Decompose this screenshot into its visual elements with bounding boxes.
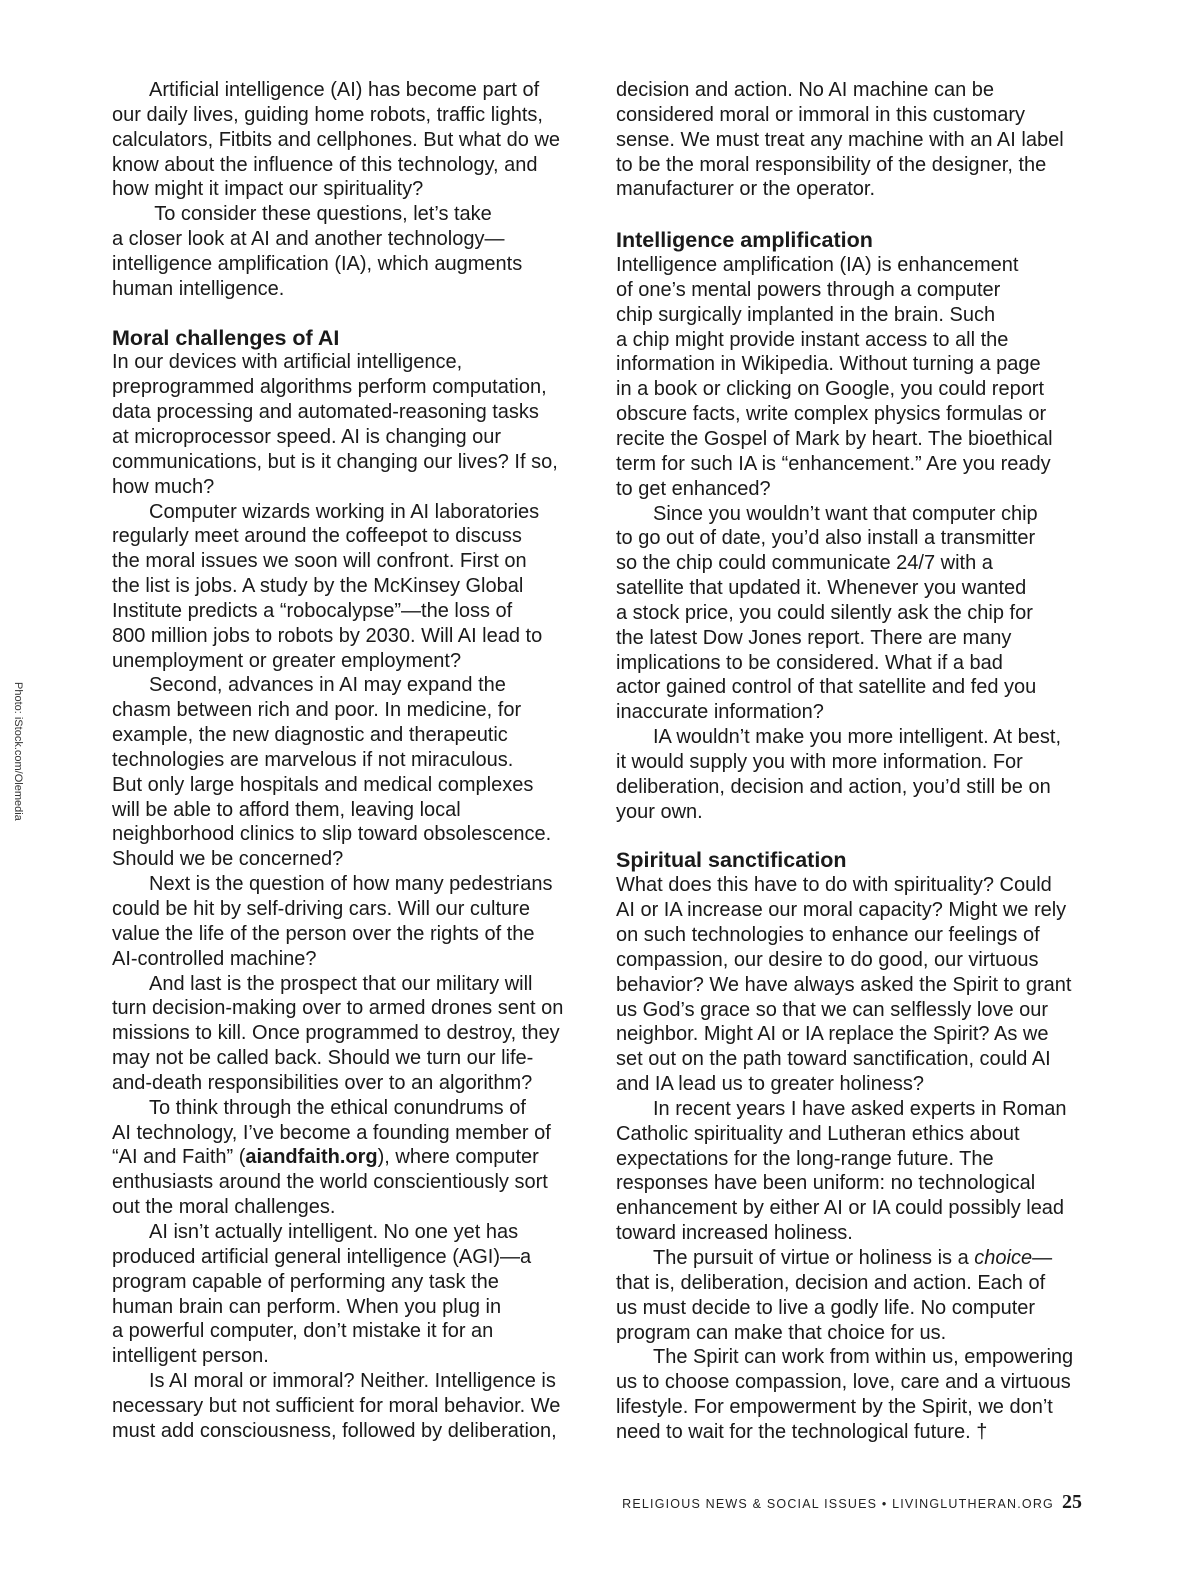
paragraph-line: it would supply you with more information. For [616, 750, 1023, 773]
paragraph-line: enthusiasts around the world conscientiously sort [112, 1171, 548, 1194]
link-line-before: “AI and Faith” ( [112, 1146, 246, 1169]
paragraph-line: to get enhanced? [616, 477, 771, 500]
paragraph-line: enhancement by either AI or IA could possibly lead [616, 1197, 1065, 1220]
paragraph-line: sense. We must treat any machine with an AI label [616, 128, 1064, 151]
paragraph-line: and-death responsibilities over to an algorithm? [112, 1071, 533, 1094]
paragraph-line: example, the new diagnostic and therapeutic [112, 724, 508, 747]
paragraph-line: may not be called back. Should we turn our life- [112, 1047, 534, 1070]
paragraph-line: AI isn’t actually intelligent. No one yet has [149, 1220, 519, 1243]
paragraph-line: inaccurate information? [616, 701, 824, 724]
page-footer [622, 1491, 1082, 1517]
paragraph-line: on such technologies to enhance our feelings of [616, 924, 1040, 946]
paragraph-line: need to wait for the technological future. † [616, 1420, 988, 1443]
paragraph-line: chip surgically implanted in the brain. Such [616, 303, 996, 326]
paragraph-line: Second, advances in AI may expand the [149, 674, 506, 697]
paragraph-line: Catholic spirituality and Lutheran ethics about [616, 1122, 1020, 1145]
paragraph-line: in a book or clicking on Google, you could report [616, 378, 1045, 401]
paragraph-line: and IA lead us to greater holiness? [616, 1073, 924, 1096]
paragraph-line: neighbor. Might AI or IA replace the Spirit? As we [616, 1023, 1049, 1046]
paragraph-line: information in Wikipedia. Without turning a page [616, 353, 1041, 376]
paragraph-line: a chip might provide instant access to all the [616, 328, 1009, 351]
paragraph-line: how might it impact our spirituality? [112, 178, 424, 201]
paragraph-line: compassion, our desire to do good, our virtuous [616, 948, 1039, 971]
paragraph-line: calculators, Fitbits and cellphones. But what do we [112, 128, 561, 151]
paragraph-line: missions to kill. Once programmed to destroy, they [112, 1022, 560, 1045]
paragraph-line: produced artificial general intelligence (AGI)—a [112, 1245, 532, 1268]
choice-line-before: The pursuit of virtue or holiness is a [653, 1246, 975, 1269]
paragraph-line: data processing and automated-reasoning tasks [112, 401, 539, 424]
paragraph-line: a closer look at AI and another technology— [112, 228, 505, 251]
paragraph-line: Artificial intelligence (AI) has become part of [149, 79, 540, 101]
left-column [112, 78, 582, 1444]
paragraph-line: considered moral or immoral in this customary [616, 103, 1026, 126]
paragraph-line: program capable of performing any task the [112, 1270, 499, 1293]
paragraph-line: Institute predicts a “robocalypse”—the loss of [112, 599, 513, 622]
paragraph-line: neighborhood clinics to slip toward obsolescence. [112, 823, 552, 846]
paragraph-line: know about the influence of this technology, and [112, 153, 538, 176]
paragraph-line: us God’s grace so that we can selflessly love our [616, 998, 1049, 1021]
paragraph-line: Is AI moral or immoral? Neither. Intelligence is [149, 1370, 556, 1393]
footer-text: RELIGIOUS NEWS & SOCIAL ISSUES • LIVINGLUTHERAN.ORG [622, 1497, 1054, 1511]
paragraph-line: so the chip could communicate 24/7 with a [616, 552, 993, 575]
paragraph-line: Should we be concerned? [112, 848, 344, 871]
paragraph-line: out the moral challenges. [112, 1196, 336, 1219]
paragraph-line: Next is the question of how many pedestrians [149, 873, 553, 896]
section-heading-intelligence-amplification: Intelligence amplification [616, 228, 873, 253]
paragraph-line: the latest Dow Jones report. There are many [616, 626, 1012, 649]
paragraph-line: AI-controlled machine? [112, 947, 317, 970]
paragraph-line: But only large hospitals and medical complexes [112, 773, 534, 796]
paragraph-line: In recent years I have asked experts in Roman [653, 1097, 1067, 1120]
photo-credit: Photo: iStock.com/Olemedia [12, 682, 24, 821]
paragraph-line: term for such IA is “enhancement.” Are you ready [616, 452, 1051, 475]
paragraph-line: technologies are marvelous if not miraculous. [112, 748, 514, 771]
paragraph-line: Computer wizards working in AI laboratories [149, 500, 540, 523]
paragraph-line: us must decide to live a godly life. No computer [616, 1296, 1036, 1319]
paragraph-line: What does this have to do with spirituality? Could [616, 874, 1052, 897]
paragraph-line: must add consciousness, followed by deliberation, [112, 1419, 557, 1442]
paragraph-line: expectations for the long-range future. The [616, 1147, 994, 1170]
paragraph-line: obscure facts, write complex physics formulas or [616, 403, 1047, 426]
paragraph-line: how much? [112, 475, 215, 498]
choice-emphasis: choice [974, 1246, 1033, 1269]
paragraph-line: And last is the prospect that our military will [149, 972, 533, 995]
paragraph-line: to go out of date, you’d also install a transmitter [616, 527, 1036, 550]
link-line-after: ), where computer [377, 1146, 539, 1169]
paragraph-line: human intelligence. [112, 277, 285, 300]
aiandfaith-link[interactable]: aiandfaith.org [245, 1146, 378, 1169]
paragraph-line: The Spirit can work from within us, empowering [653, 1346, 1074, 1369]
paragraph-line: To consider these questions, let’s take [149, 203, 492, 226]
page-number: 25 [1062, 1491, 1082, 1513]
paragraph-line: the list is jobs. A study by the McKinsey Global [112, 575, 524, 598]
paragraph-line: Intelligence amplification (IA) is enhancement [616, 254, 1019, 277]
paragraph-line: decision and action. No AI machine can be [616, 79, 995, 101]
paragraph-line: recite the Gospel of Mark by heart. The bioethical [616, 427, 1053, 450]
paragraph-line: AI or IA increase our moral capacity? Might we rely [616, 899, 1067, 922]
paragraph-line: intelligence amplification (IA), which augments [112, 252, 523, 275]
paragraph-line: In our devices with artificial intelligence, [112, 351, 463, 374]
paragraph-line: AI technology, I’ve become a founding member of [112, 1121, 551, 1144]
paragraph-line: manufacturer or the operator. [616, 178, 876, 201]
paragraph-line: 800 million jobs to robots by 2030. Will AI lead to [112, 624, 543, 647]
paragraph-line: toward increased holiness. [616, 1222, 853, 1245]
right-column [616, 78, 1086, 1445]
paragraph-line: human brain can perform. When you plug in [112, 1295, 502, 1318]
paragraph-line: set out on the path toward sanctification, could AI [616, 1048, 1051, 1071]
paragraph-line-with-emphasis [616, 1246, 1086, 1271]
paragraph-line: chasm between rich and poor. In medicine, for [112, 699, 522, 722]
paragraph-line: at microprocessor speed. AI is changing our [112, 425, 502, 448]
paragraph-line: our daily lives, guiding home robots, traffic lights, [112, 103, 543, 126]
paragraph-line: unemployment or greater employment? [112, 649, 462, 672]
paragraph-line: preprogrammed algorithms perform computation, [112, 376, 547, 399]
paragraph-line: communications, but is it changing our lives? If so, [112, 450, 558, 473]
paragraph-line: To think through the ethical conundrums of [149, 1096, 526, 1119]
paragraph-line: a stock price, you could silently ask the chip for [616, 601, 1033, 624]
paragraph-line: of one’s mental powers through a computer [616, 278, 1001, 301]
paragraph-line: lifestyle. For empowerment by the Spirit, we don’t [616, 1396, 1053, 1419]
paragraph-line: could be hit by self-driving cars. Will our culture [112, 898, 530, 920]
paragraph-line: deliberation, decision and action, you’d still be on [616, 775, 1051, 798]
paragraph-line: turn decision-making over to armed drones sent on [112, 997, 564, 1020]
section-heading-moral-challenges: Moral challenges of AI [112, 325, 340, 350]
paragraph-line: responses have been uniform: no technological [616, 1172, 1036, 1195]
paragraph-line: will be able to afford them, leaving local [112, 798, 461, 821]
paragraph-line: necessary but not sufficient for moral behavior. We [112, 1394, 561, 1417]
paragraph-line: intelligent person. [112, 1345, 269, 1368]
paragraph-line: behavior? We have always asked the Spirit to grant [616, 973, 1072, 996]
paragraph-line: satellite that updated it. Whenever you wanted [616, 577, 1027, 600]
paragraph-line-with-link [112, 1145, 582, 1170]
section-heading-spiritual-sanctification: Spiritual sanctification [616, 848, 847, 873]
paragraph-line: Since you wouldn’t want that computer chip [653, 502, 1038, 525]
paragraph-line: actor gained control of that satellite and fed you [616, 676, 1037, 699]
paragraph-line: regularly meet around the coffeepot to discuss [112, 525, 522, 548]
choice-line-after: — [1032, 1246, 1053, 1269]
paragraph-line: IA wouldn’t make you more intelligent. At best, [653, 726, 1061, 749]
paragraph-line: the moral issues we soon will confront. First on [112, 550, 527, 573]
paragraph-line: value the life of the person over the rights of the [112, 922, 535, 945]
paragraph-line: to be the moral responsibility of the designer, the [616, 153, 1047, 176]
paragraph-line: us to choose compassion, love, care and a virtuous [616, 1371, 1071, 1394]
paragraph-line: program can make that choice for us. [616, 1321, 947, 1344]
paragraph-line: that is, deliberation, decision and action. Each of [616, 1271, 1046, 1294]
paragraph-line: your own. [616, 800, 703, 823]
paragraph-line: implications to be considered. What if a bad [616, 651, 1003, 674]
paragraph-line: a powerful computer, don’t mistake it for an [112, 1320, 494, 1343]
